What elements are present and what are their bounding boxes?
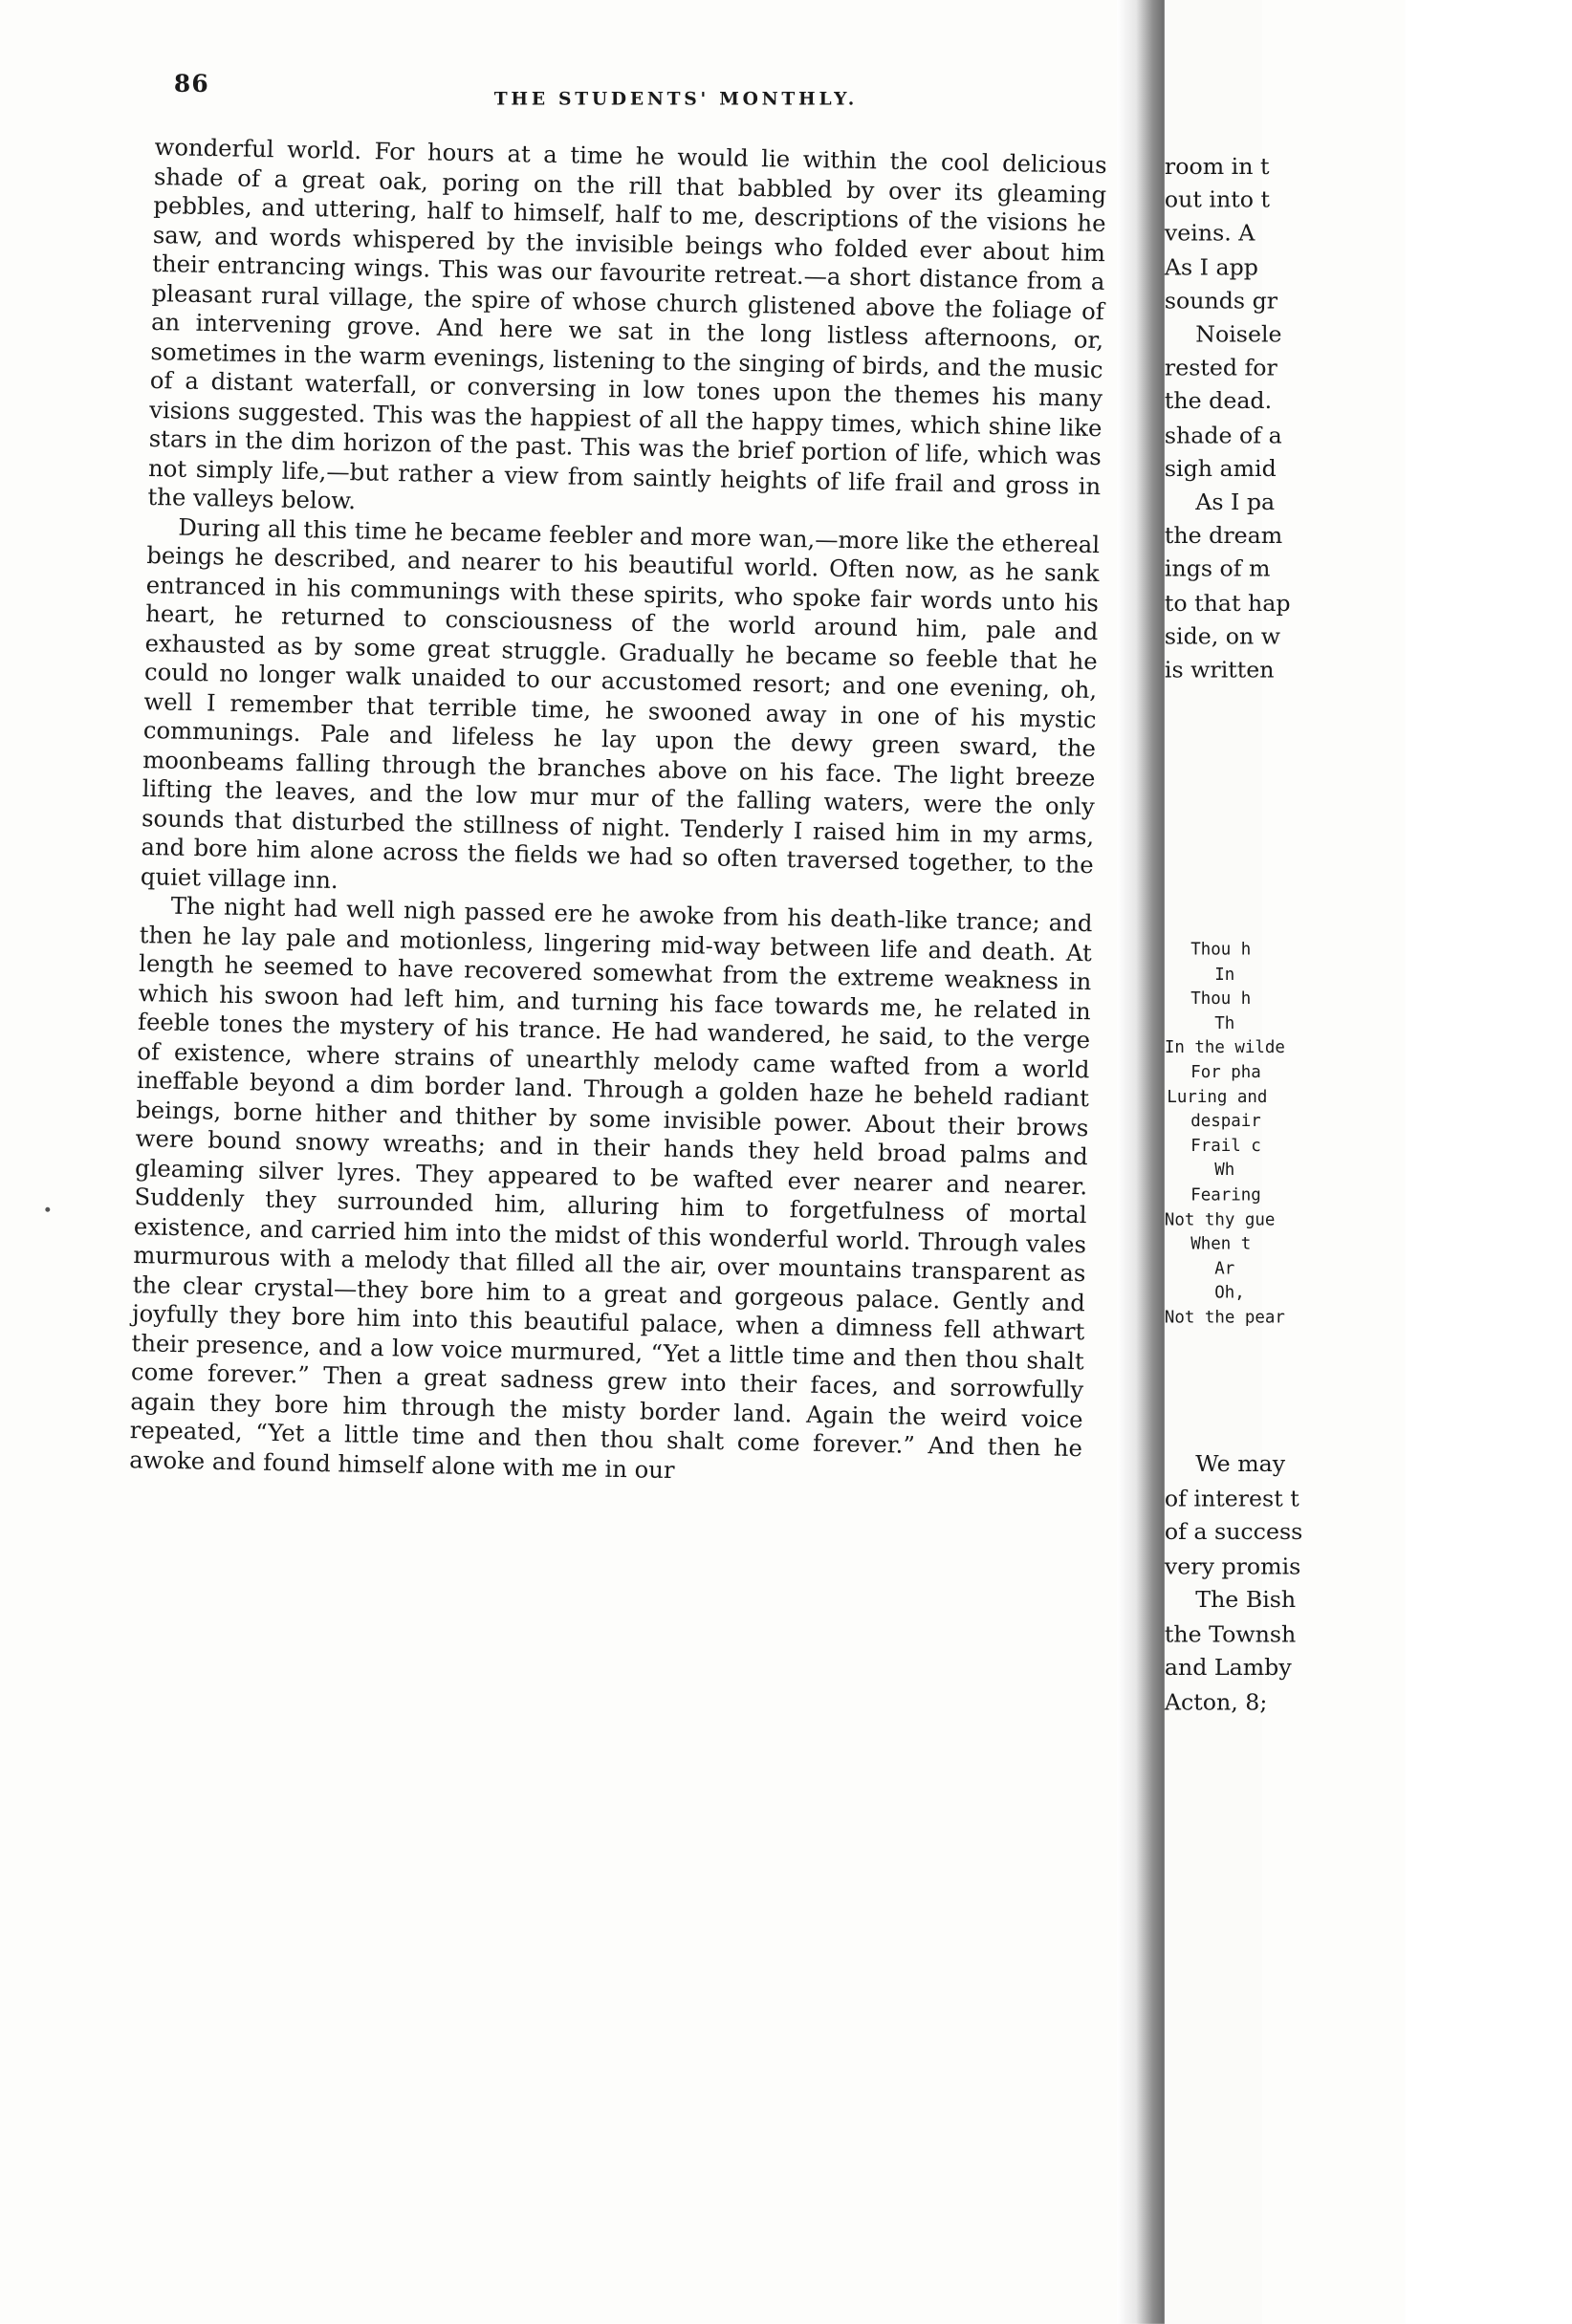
fragment-line: shade of a bbox=[1164, 422, 1282, 449]
poem-line: Fearing bbox=[1190, 1185, 1261, 1205]
fragment-line: The Bish bbox=[1195, 1586, 1297, 1614]
paragraph-2: During all this time he became feebler and more wan,—more like the ethereal beings he described, and nearer to his beautiful world. Often now, as he sank entranced in his communings with these spirits, who spoke fair words unto his heart, he returned to consciousness of the world around him, pale and exhausted as by some great struggle. Gradually he became so feeble that he could no longer walk unaided to our accustomed resort; and one evening, oh, well I remember that terrible time, he swooned away in one of his mystic communings. Pale and lifeless he lay upon the dewy green sward, the moonbeams falling through the branches above on his face. The light breeze lifting the leaves, and the low mur mur of the falling waters, were the only sounds that disturbed the stillness of night. Tenderly I raised him in my arms, and bore him alone across the fields we had so often traversed together, to the quiet village inn. bbox=[140, 512, 1101, 894]
fragment-line: Noisele bbox=[1195, 321, 1282, 348]
page-number: 86 bbox=[173, 69, 209, 98]
right-page-fragment bbox=[1164, 0, 1303, 2324]
right-fragment-top bbox=[1141, 150, 1379, 687]
right-poem-fragment bbox=[1141, 938, 1379, 1330]
fragment-line: of a success bbox=[1164, 1519, 1303, 1546]
fragment-line: rested for bbox=[1164, 355, 1277, 381]
fragment-line: room in t bbox=[1164, 153, 1270, 181]
poem-line: despair bbox=[1190, 1112, 1261, 1132]
fragment-line: Acton, 8; bbox=[1164, 1688, 1268, 1715]
poem-line: Ar bbox=[1214, 1259, 1235, 1279]
poem-line: Thou h bbox=[1190, 989, 1252, 1010]
poem-line: Wh bbox=[1214, 1161, 1235, 1181]
fragment-line: sounds gr bbox=[1164, 288, 1278, 315]
fragment-line: the dead. bbox=[1164, 388, 1273, 415]
poem-line: Th bbox=[1214, 1013, 1235, 1033]
poem-line: For pha bbox=[1190, 1063, 1261, 1082]
fragment-line: As I app bbox=[1164, 254, 1258, 281]
fragment-line: and Lamby bbox=[1164, 1654, 1292, 1682]
paragraph-3: The night had well nigh passed ere he awoke from his death-like trance; and then he lay pale and motionless, lingering mid-way between life and death. At length he seemed to have recovered somewhat from the extreme weakness in which his swoon had left him, and turning his face towards me, he related in feeble tones the mystery of his trance. He had wandered, he said, to the verge of existence, where strains of unearthly melody came wafted from a world ineffable beyond a dim border land. Through a golden haze he beheld radiant beings, borne hither and thither by some invisible power. About their brows were bound snowy wreaths; and in their hands they held broad palms and gleaming silver lyres. They appeared to be wafted ever nearer and nearer. Suddenly they surrounded him, alluring him to forgetfulness of mortal existence, and carried him into the midst of this wonderful world. Through vales murmurous with a melody that filled all the air, over mountains transparent as the clear crystal—they bore him to a great and gorgeous palace. Gently and joyfully they bore him into this beautiful palace, when a dimness fell athwart their presence, and a low voice murmured, “Yet a little time and then thou shalt come forever.” Then a great sadness grew into their faces, and sorrowfully again they bore him through the misty border land. Again the weird voice repeated, “Yet a little time and then thou shalt come forever.” And then he awoke and found himself alone with me in our bbox=[128, 892, 1093, 1484]
fragment-line: sigh amid bbox=[1164, 455, 1277, 483]
running-head: THE STUDENTS' MONTHLY. bbox=[493, 88, 859, 110]
fragment-line: the Townsh bbox=[1164, 1620, 1297, 1647]
poem-line: When t bbox=[1190, 1234, 1252, 1254]
paragraph-1: wonderful world. For hours at a time he would lie within the cool delicious shade of a great oak, poring on the rill that babbled by over its gleaming pebbles, and uttering, half to himself, half to me, descriptions of the visions he saw, and words whispered by the invisible beings who folded ever about him their entrancing wings. This was our favourite retreat.—a short distance from a pleasant rural village, the spire of whose church glistened above the foliage of an intervening grove. And here we sat in the long listless afternoons, or, sometimes in the warm evenings, listening to the singing of birds, and the music of a distant waterfall, or conversing in low tones upon the themes his many visions suggested. This was the happiest of all the happy times, which shine like stars in the dim horizon of the past. This was the brief portion of life, which was not simply life,—but rather a view from saintly heights of life frail and gross in the valleys below. bbox=[147, 133, 1107, 515]
poem-line: Not the pear bbox=[1164, 1308, 1285, 1328]
poem-line: Frail c bbox=[1190, 1136, 1261, 1156]
fragment-line: out into t bbox=[1164, 186, 1271, 214]
fragment-line: is written bbox=[1164, 657, 1275, 684]
fragment-line: to that hap bbox=[1164, 590, 1291, 617]
fragment-line: We may bbox=[1195, 1451, 1286, 1478]
poem-line: Thou h bbox=[1190, 940, 1252, 960]
right-fragment-bottom bbox=[1141, 1447, 1379, 1719]
fragment-line: the dream bbox=[1164, 522, 1283, 550]
fragment-line: very promis bbox=[1164, 1553, 1301, 1579]
fragment-line: of interest t bbox=[1164, 1485, 1299, 1511]
fragment-line: veins. A bbox=[1164, 220, 1255, 248]
fragment-line: As I pa bbox=[1195, 489, 1276, 516]
fragment-line: ings of m bbox=[1164, 556, 1271, 583]
poem-line: Luring and bbox=[1167, 1087, 1268, 1107]
poem-line: In the wilde bbox=[1164, 1038, 1285, 1058]
article-body bbox=[129, 133, 1107, 1492]
margin-speck bbox=[45, 1207, 50, 1212]
fragment-line: side, on w bbox=[1164, 623, 1281, 650]
poem-line: Not thy gue bbox=[1164, 1209, 1276, 1229]
poem-line: Oh, bbox=[1214, 1283, 1245, 1303]
poem-line: In bbox=[1214, 965, 1235, 985]
